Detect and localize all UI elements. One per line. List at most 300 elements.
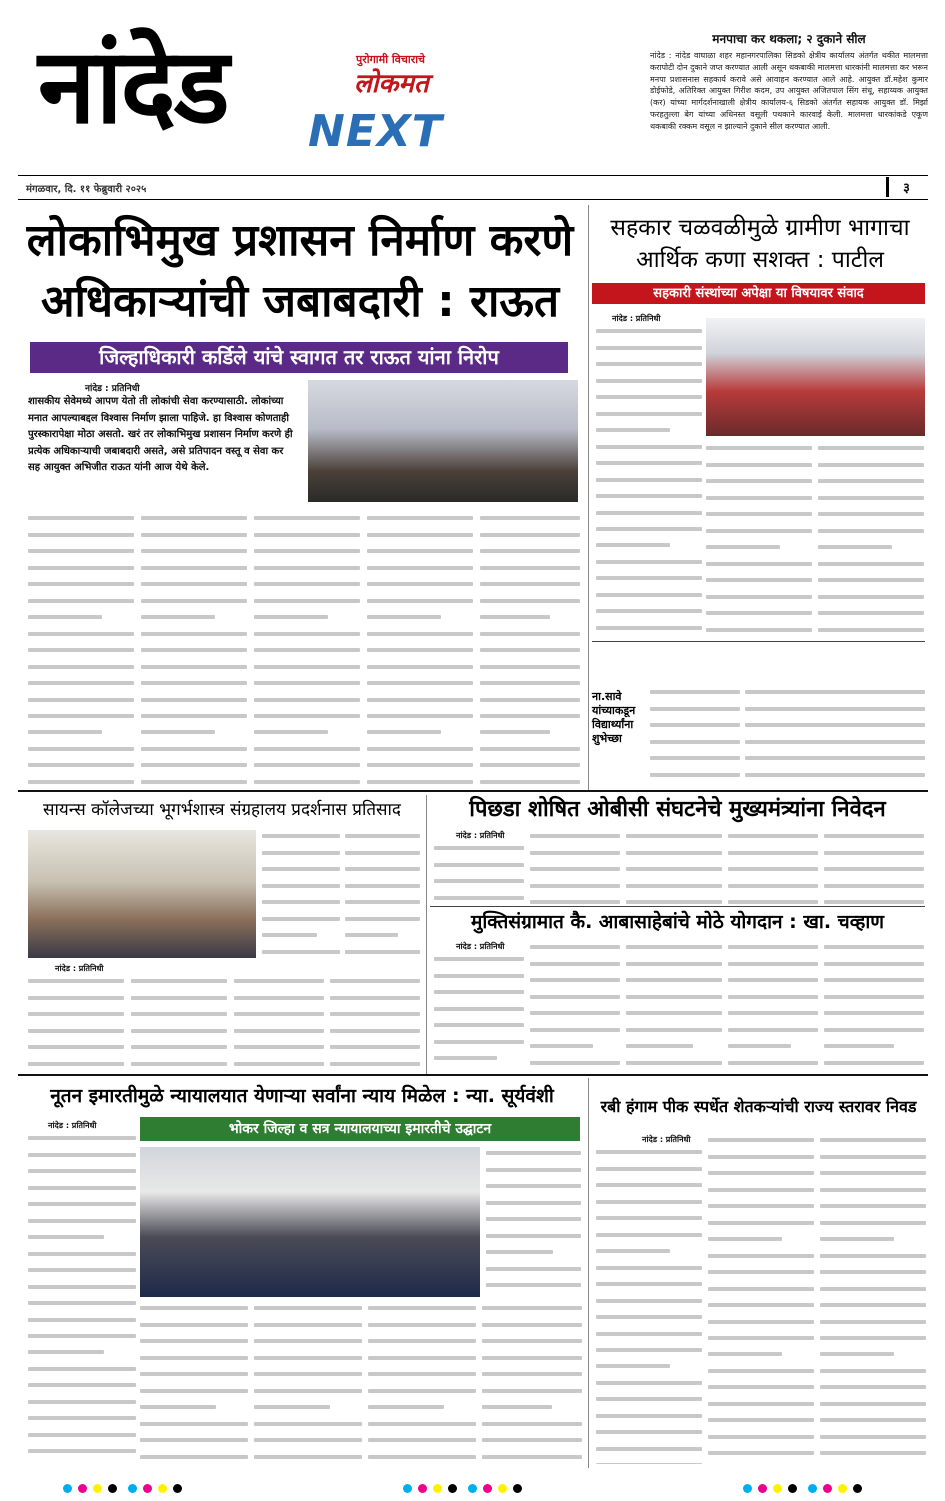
text-line <box>530 834 620 846</box>
text-line <box>596 1282 702 1294</box>
text-line <box>28 1416 136 1428</box>
text-line <box>254 599 360 611</box>
text-line <box>367 681 473 693</box>
text-line <box>728 851 818 863</box>
text-line <box>650 707 740 719</box>
text-line <box>708 1237 814 1249</box>
text-line <box>708 1385 814 1397</box>
text-line <box>708 1451 814 1463</box>
text-line <box>650 756 740 768</box>
story1-body-col2 <box>141 512 247 784</box>
text-line <box>708 1204 814 1216</box>
text-line <box>482 1405 582 1417</box>
page-number-text: ३ <box>903 181 910 196</box>
text-line <box>820 1188 926 1200</box>
text-line <box>480 681 580 693</box>
text-line <box>596 511 702 523</box>
text-line <box>140 1438 248 1450</box>
text-line <box>482 1372 582 1384</box>
text-line <box>254 1372 362 1384</box>
text-line <box>728 995 818 1007</box>
text-line <box>254 516 360 528</box>
story5-body-col3 <box>626 941 722 1068</box>
text-line <box>367 582 473 594</box>
text-line <box>131 1045 227 1057</box>
story2-side-title: ना.सावे यांच्याकडून विद्यार्थ्यांना शुभेच्छा <box>592 690 636 745</box>
text-line <box>596 1150 702 1162</box>
text-line <box>530 851 620 863</box>
text-line <box>728 1028 818 1040</box>
text-line <box>345 900 420 912</box>
text-line <box>140 1323 248 1335</box>
text-line <box>434 1056 524 1068</box>
text-line <box>824 1028 924 1040</box>
text-line <box>596 626 702 635</box>
text-line <box>728 962 818 974</box>
text-line <box>254 665 360 677</box>
text-line <box>708 1270 814 1282</box>
text-line <box>254 1323 362 1335</box>
text-line <box>708 1138 814 1150</box>
text-line <box>234 1029 324 1041</box>
text-line <box>596 1332 702 1344</box>
story6-body-col4 <box>254 1302 362 1464</box>
text-line <box>482 1455 582 1464</box>
text-line <box>820 1303 926 1315</box>
text-line <box>28 1334 136 1346</box>
text-line <box>480 549 580 561</box>
text-line <box>530 1011 620 1023</box>
text-line <box>706 578 812 590</box>
text-line <box>530 962 620 974</box>
text-line <box>140 1389 248 1401</box>
text-line <box>728 945 818 957</box>
story2-headline-line1: सहकार चळवळीमुळे ग्रामीण भागाचा <box>610 215 910 241</box>
text-line <box>480 533 580 545</box>
text-line <box>708 1221 814 1233</box>
masthead-brand-logo: लोकमत <box>354 69 429 99</box>
text-line <box>706 479 812 491</box>
text-line <box>140 1422 248 1434</box>
story6-photo <box>140 1147 480 1297</box>
text-line <box>706 512 812 524</box>
story3-body-col1 <box>262 830 340 958</box>
text-line <box>820 1270 926 1282</box>
text-line <box>28 599 134 611</box>
text-line <box>480 714 580 726</box>
text-line <box>818 479 924 491</box>
text-line <box>486 1267 581 1279</box>
text-line <box>626 945 722 957</box>
text-line <box>745 740 925 752</box>
story6-body-col6 <box>482 1302 582 1464</box>
text-line <box>818 628 924 635</box>
text-line <box>28 516 134 528</box>
text-line <box>820 1237 926 1249</box>
text-line <box>367 747 473 759</box>
text-line <box>824 978 924 990</box>
text-line <box>745 773 925 784</box>
text-line <box>596 412 702 424</box>
text-line <box>28 1219 136 1231</box>
text-line <box>818 545 924 557</box>
story6-body-col2 <box>486 1147 581 1297</box>
text-line <box>708 1254 814 1266</box>
story5-body-col4 <box>728 941 818 1068</box>
text-line <box>596 445 702 457</box>
text-line <box>141 665 247 677</box>
text-line <box>367 533 473 545</box>
text-line <box>262 867 340 879</box>
text-line <box>818 562 924 574</box>
text-line <box>254 1405 362 1417</box>
text-line <box>140 1339 248 1351</box>
text-line <box>820 1221 926 1233</box>
text-line <box>596 1167 702 1179</box>
text-line <box>28 1400 136 1412</box>
masthead-title: नांदेड <box>38 25 228 147</box>
text-line <box>824 962 924 974</box>
brief-box <box>650 30 928 170</box>
story3-body-col5 <box>234 975 324 1068</box>
text-line <box>530 978 620 990</box>
text-line <box>141 566 247 578</box>
text-line <box>345 867 420 879</box>
masthead-next-logo: NEXT <box>308 106 443 157</box>
text-line <box>28 648 134 660</box>
text-line <box>254 1306 362 1318</box>
text-line <box>28 533 134 545</box>
text-line <box>367 549 473 561</box>
story1-body-col3 <box>254 512 360 784</box>
text-line <box>818 611 924 623</box>
text-line <box>596 362 702 374</box>
text-line <box>596 1183 702 1195</box>
text-line <box>234 1012 324 1024</box>
text-line <box>434 1007 524 1019</box>
text-line <box>824 1011 924 1023</box>
text-line <box>140 1372 248 1384</box>
text-line <box>818 496 924 508</box>
text-line <box>254 632 360 644</box>
text-line <box>824 1061 924 1068</box>
text-line <box>626 884 722 896</box>
text-line <box>131 996 227 1008</box>
text-line <box>28 582 134 594</box>
text-line <box>530 1061 620 1068</box>
story4-body-col1 <box>434 842 524 904</box>
text-line <box>367 648 473 660</box>
text-line <box>28 566 134 578</box>
text-line <box>818 512 924 524</box>
text-line <box>368 1438 476 1450</box>
text-line <box>745 707 925 719</box>
story1-subhead: जिल्हाधिकारी कर्डिले यांचे स्वागत तर राऊत यांना निरोप <box>30 342 568 373</box>
text-line <box>254 698 360 710</box>
text-line <box>28 698 134 710</box>
text-line <box>818 578 924 590</box>
text-line <box>708 1369 814 1381</box>
text-line <box>28 665 134 677</box>
text-line <box>434 1023 524 1035</box>
text-line <box>28 979 124 991</box>
story6-body-col5 <box>368 1302 476 1464</box>
text-line <box>28 730 134 742</box>
text-line <box>596 395 702 407</box>
text-line <box>234 979 324 991</box>
text-line <box>141 632 247 644</box>
story1-photo <box>308 380 578 502</box>
story3-body-col4 <box>131 975 227 1068</box>
text-line <box>824 900 924 904</box>
text-line <box>596 1381 702 1393</box>
text-line <box>262 933 340 945</box>
text-line <box>708 1171 814 1183</box>
text-line <box>626 834 722 846</box>
text-line <box>262 917 340 929</box>
text-line <box>530 1028 620 1040</box>
text-line <box>367 763 473 775</box>
text-line <box>141 780 247 784</box>
text-line <box>706 463 812 475</box>
text-line <box>434 896 524 904</box>
text-line <box>480 665 580 677</box>
story7-headline: रबी हंगाम पीक स्पर्धेत शेतकऱ्यांची राज्य स्तरावर निवड <box>600 1097 917 1116</box>
text-line <box>596 1348 702 1360</box>
text-line <box>596 609 702 621</box>
text-line <box>820 1320 926 1332</box>
story4-body-col3 <box>626 830 722 904</box>
text-line <box>728 884 818 896</box>
story3-headline: सायन्स कॉलेजच्या भूगर्भशास्त्र संग्रहालय प्रदर्शनास प्रतिसाद <box>43 800 401 820</box>
text-line <box>254 681 360 693</box>
text-line <box>728 1061 818 1068</box>
text-line <box>330 1062 420 1068</box>
text-line <box>367 516 473 528</box>
story2-body-col1 <box>596 325 702 635</box>
text-line <box>706 562 812 574</box>
text-line <box>434 974 524 986</box>
text-line <box>745 690 925 702</box>
text-line <box>482 1306 582 1318</box>
text-line <box>486 1184 581 1196</box>
registration-marks-center <box>400 1478 525 1497</box>
text-line <box>368 1405 476 1417</box>
text-line <box>330 996 420 1008</box>
text-line <box>254 1422 362 1434</box>
text-line <box>330 1045 420 1057</box>
text-line <box>367 698 473 710</box>
story5-dateline: नांदेड : प्रतिनिधी <box>456 942 505 951</box>
text-line <box>28 1301 136 1313</box>
text-line <box>368 1455 476 1464</box>
story5-body-col2 <box>530 941 620 1068</box>
text-line <box>482 1389 582 1401</box>
text-line <box>482 1339 582 1351</box>
text-line <box>650 773 740 784</box>
text-line <box>28 1202 136 1214</box>
text-line <box>28 632 134 644</box>
text-line <box>728 1044 818 1056</box>
text-line <box>434 990 524 1002</box>
text-line <box>820 1155 926 1167</box>
text-line <box>596 543 702 555</box>
text-line <box>626 1028 722 1040</box>
story3-photo <box>28 830 256 958</box>
text-line <box>368 1356 476 1368</box>
text-line <box>626 1044 722 1056</box>
text-line <box>650 690 740 702</box>
text-line <box>254 615 360 627</box>
story7-dateline: नांदेड : प्रतिनिधी <box>642 1135 691 1144</box>
text-line <box>28 1186 136 1198</box>
story4-dateline: नांदेड : प्रतिनिधी <box>456 831 505 840</box>
text-line <box>140 1306 248 1318</box>
text-line <box>626 962 722 974</box>
text-line <box>28 681 134 693</box>
story1-body-col4 <box>367 512 473 784</box>
text-line <box>367 566 473 578</box>
text-line <box>728 1011 818 1023</box>
story6-body-col3 <box>140 1302 248 1464</box>
text-line <box>596 461 702 473</box>
story3-body-col3 <box>28 975 124 1068</box>
text-line <box>28 1449 136 1461</box>
text-line <box>140 1356 248 1368</box>
text-line <box>367 599 473 611</box>
text-line <box>708 1402 814 1414</box>
text-line <box>141 516 247 528</box>
text-line <box>706 545 812 557</box>
story7-body-col1 <box>596 1146 702 1464</box>
text-line <box>530 884 620 896</box>
text-line <box>345 884 420 896</box>
text-line <box>824 851 924 863</box>
text-line <box>28 1045 124 1057</box>
text-line <box>234 996 324 1008</box>
text-line <box>820 1418 926 1430</box>
text-line <box>234 1062 324 1068</box>
story6-body-col1 <box>28 1132 136 1464</box>
text-line <box>480 582 580 594</box>
text-line <box>330 979 420 991</box>
text-line <box>650 740 740 752</box>
text-line <box>141 582 247 594</box>
text-line <box>140 1455 248 1464</box>
text-line <box>131 979 227 991</box>
text-line <box>28 763 134 775</box>
story2-headline-line2: आर्थिक कणा सशक्त : पाटील <box>636 247 884 273</box>
text-line <box>728 978 818 990</box>
text-line <box>596 1266 702 1278</box>
text-line <box>434 957 524 969</box>
story5-body-col5 <box>824 941 924 1068</box>
text-line <box>596 1200 702 1212</box>
text-line <box>262 851 340 863</box>
story4-body-col4 <box>728 830 818 904</box>
text-line <box>820 1369 926 1381</box>
text-line <box>824 884 924 896</box>
text-line <box>141 747 247 759</box>
text-line <box>820 1138 926 1150</box>
text-line <box>368 1306 476 1318</box>
text-line <box>434 846 524 858</box>
text-line <box>367 632 473 644</box>
story2-body-col2 <box>706 442 812 635</box>
text-line <box>28 1029 124 1041</box>
story1-headline-line1: लोकाभिमुख प्रशासन निर्माण करणे <box>26 215 574 266</box>
text-line <box>28 1136 136 1148</box>
text-line <box>131 1029 227 1041</box>
text-line <box>141 763 247 775</box>
text-line <box>820 1336 926 1348</box>
text-line <box>708 1336 814 1348</box>
text-line <box>486 1283 581 1295</box>
text-line <box>480 730 580 742</box>
story1-body-col1 <box>28 512 134 784</box>
text-line <box>486 1217 581 1229</box>
story6-subhead: भोकर जिल्हा व सत्र न्यायालयाच्या इमारतीचे उद्घाटन <box>140 1117 580 1141</box>
story7-body-col2 <box>708 1134 814 1464</box>
text-line <box>345 917 420 929</box>
text-line <box>530 867 620 879</box>
text-line <box>28 747 134 759</box>
text-line <box>818 595 924 607</box>
story4-headline: पिछडा शोषित ओबीसी संघटनेचे मुख्यमंत्र्यांना निवेदन <box>469 797 886 822</box>
story4-body-col5 <box>824 830 924 904</box>
text-line <box>626 867 722 879</box>
text-line <box>706 529 812 541</box>
text-line <box>482 1422 582 1434</box>
text-line <box>820 1204 926 1216</box>
text-line <box>626 1011 722 1023</box>
story3-dateline: नांदेड : प्रतिनिधी <box>55 964 104 973</box>
text-line <box>254 1455 362 1464</box>
text-line <box>482 1438 582 1450</box>
page-number <box>886 177 924 197</box>
text-line <box>28 1062 124 1068</box>
story7-body-col3 <box>820 1134 926 1464</box>
text-line <box>28 1153 136 1165</box>
text-line <box>818 529 924 541</box>
text-line <box>234 1045 324 1057</box>
text-line <box>708 1287 814 1299</box>
text-line <box>820 1451 926 1463</box>
text-line <box>367 714 473 726</box>
text-line <box>480 599 580 611</box>
text-line <box>820 1352 926 1364</box>
text-line <box>706 611 812 623</box>
text-line <box>254 566 360 578</box>
text-line <box>708 1303 814 1315</box>
story5-body-col1 <box>434 953 524 1068</box>
text-line <box>480 648 580 660</box>
text-line <box>728 834 818 846</box>
text-line <box>824 945 924 957</box>
text-line <box>596 576 702 588</box>
text-line <box>650 723 740 735</box>
text-line <box>596 494 702 506</box>
text-line <box>345 834 420 846</box>
text-line <box>368 1422 476 1434</box>
text-line <box>706 446 812 458</box>
text-line <box>626 851 722 863</box>
text-line <box>254 1356 362 1368</box>
issue-date: मंगळवार, दि. ११ फेब्रुवारी २०२५ <box>26 184 147 195</box>
story1-headline-line2: अधिकाऱ्यांची जबाबदारी : राऊत <box>40 276 560 327</box>
story2-dateline: नांदेड : प्रतिनिधी <box>612 314 661 323</box>
text-line <box>596 1414 702 1426</box>
